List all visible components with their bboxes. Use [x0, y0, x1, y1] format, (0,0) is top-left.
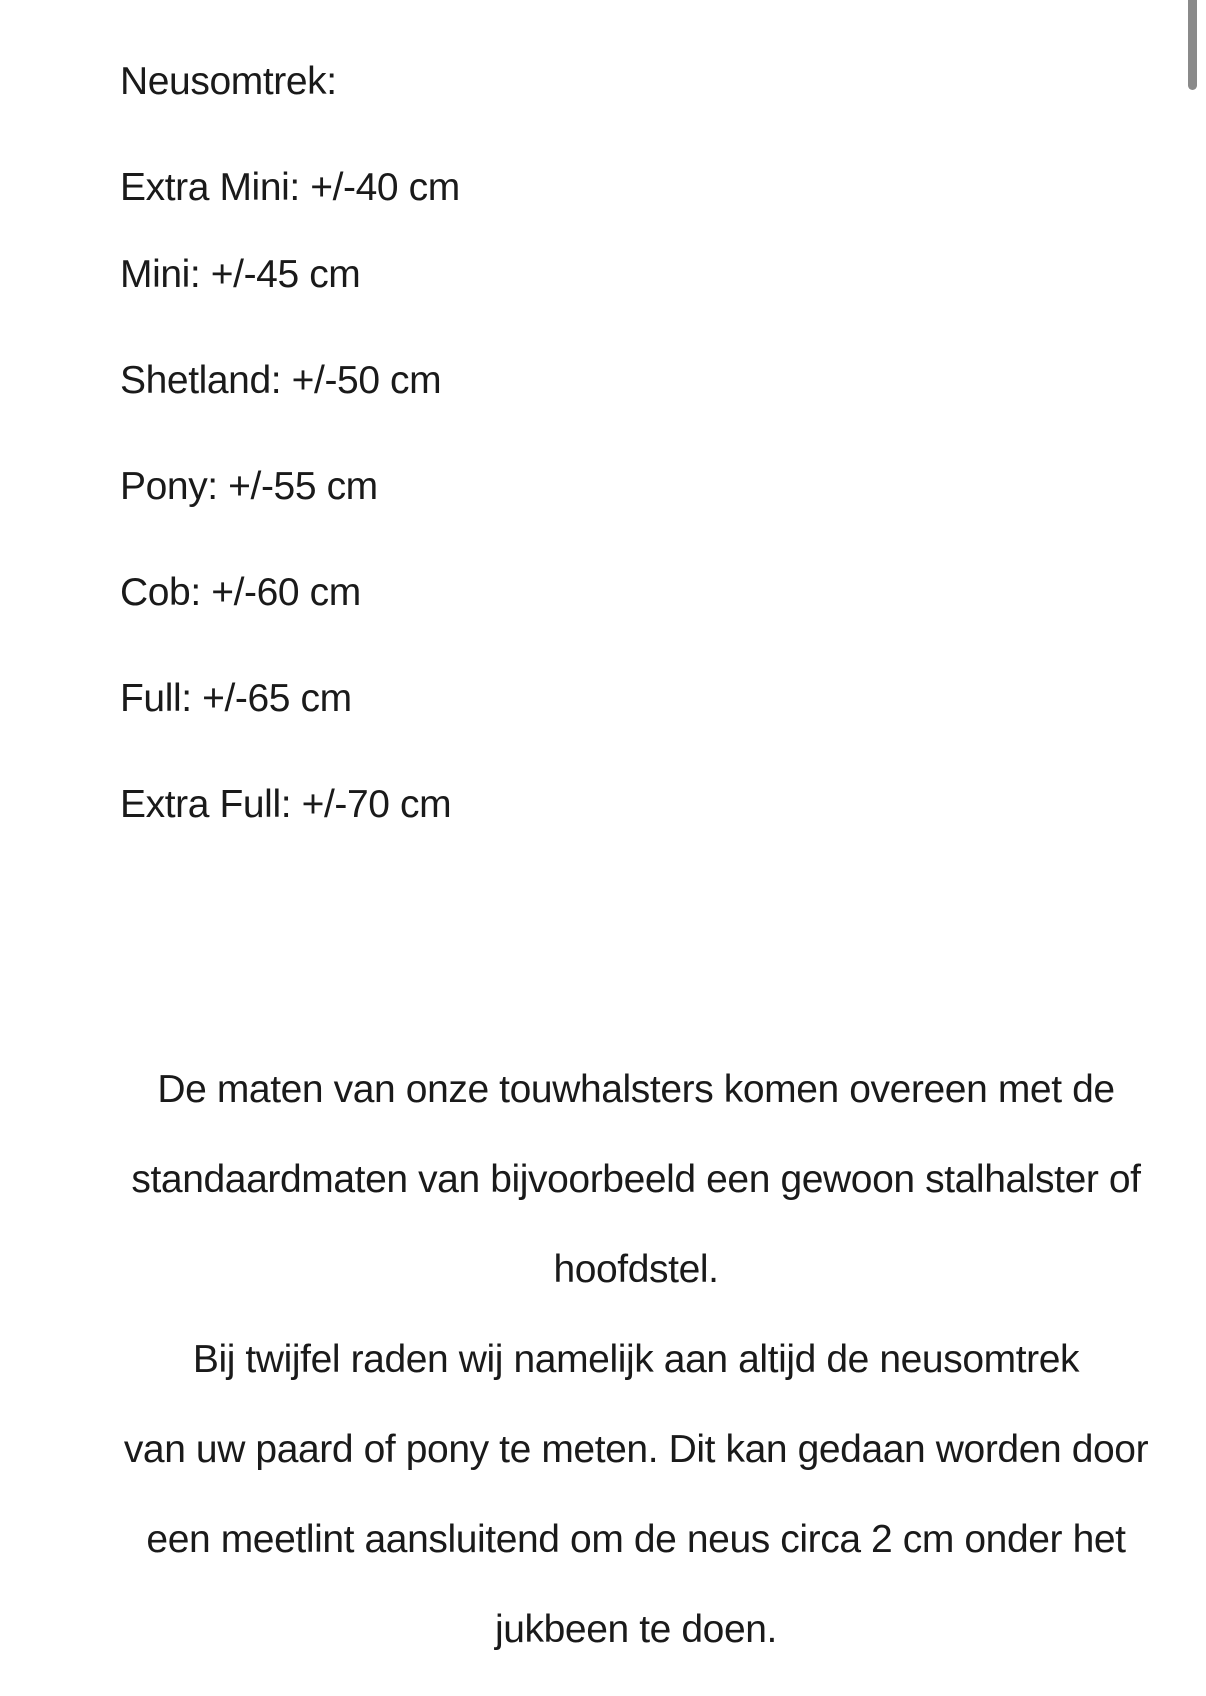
size-chart-heading: Neusomtrek:	[120, 60, 337, 103]
description-section	[64, 1045, 1206, 1675]
description-line: een meetlint aansluitend om de neus circa 2 cm onder het	[146, 1518, 1126, 1561]
size-row-cob: Cob: +/-60 cm	[120, 571, 361, 614]
description-line: standaardmaten van bijvoorbeeld een gewoon stalhalster of	[131, 1158, 1141, 1201]
description-line: van uw paard of pony te meten. Dit kan gedaan worden door	[123, 1428, 1149, 1471]
description-line: Bij twijfel raden wij namelijk aan altijd de neusomtrek	[192, 1338, 1080, 1381]
description-line: jukbeen te doen.	[494, 1608, 777, 1651]
description-line: hoofdstel.	[553, 1248, 719, 1291]
size-row-pony: Pony: +/-55 cm	[120, 465, 378, 508]
size-row-group-mini	[120, 144, 1206, 318]
size-row-extra-full: Extra Full: +/-70 cm	[120, 783, 452, 826]
size-row-full: Full: +/-65 cm	[120, 677, 352, 720]
size-row-extra-mini: Extra Mini: +/-40 cm	[120, 166, 460, 209]
size-row-shetland: Shetland: +/-50 cm	[120, 359, 442, 402]
size-row-mini: Mini: +/-45 cm	[120, 253, 361, 296]
description-paragraph-measuring	[64, 1315, 1206, 1675]
description-line: De maten van onze touwhalsters komen overeen met de	[157, 1068, 1115, 1111]
scrollbar-thumb[interactable]	[1188, 0, 1197, 90]
description-paragraph-sizing	[64, 1045, 1206, 1315]
